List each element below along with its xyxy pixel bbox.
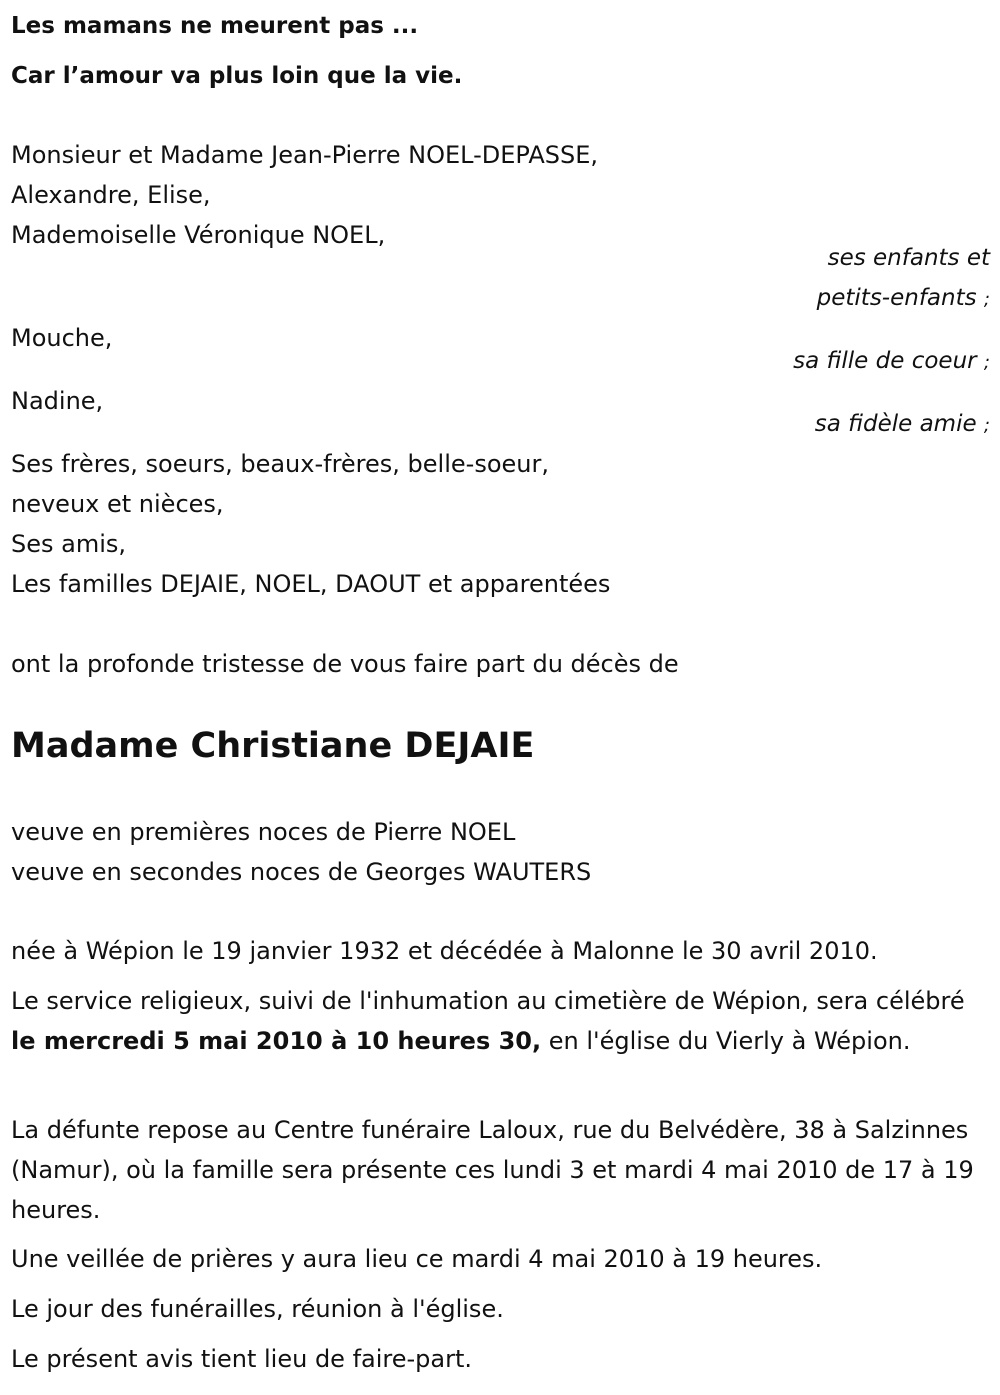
family-line-6: Ses amis, (11, 530, 127, 558)
service-text-before: Le service religieux, suivi de l'inhumation au cimetière de Wépion, sera célébré (11, 987, 965, 1015)
relation-friend-text: sa fidèle amie (814, 411, 977, 437)
service-text-after: en l'église du Vierly à Wépion. (541, 1027, 911, 1055)
service-date: le mercredi 5 mai 2010 à 10 heures 30, (11, 1027, 542, 1055)
family-line-4: Ses frères, soeurs, beaux-frères, belle-soeur, (11, 450, 549, 478)
family-line-2: Alexandre, Elise, (11, 181, 211, 209)
service-paragraph (11, 981, 990, 1061)
relation-punct: ; (983, 352, 990, 373)
family-line-7: Les familles DEJAIE, NOEL, DAOUT et apparentées (11, 570, 611, 598)
announcement: ont la profonde tristesse de vous faire part du décès de (11, 650, 679, 678)
family-line-1: Monsieur et Madame Jean-Pierre NOEL-DEPASSE, (11, 141, 599, 169)
meeting-line: Le jour des funérailles, réunion à l'église. (11, 1295, 504, 1323)
obituary-notice (11, 0, 990, 1395)
relation-daughter-text: sa fille de coeur (793, 348, 977, 374)
epigraph-line-1: Les mamans ne meurent pas ... (11, 13, 419, 39)
family-nadine: Nadine, (11, 387, 104, 415)
relation-daughter (793, 341, 990, 383)
epigraph-line-2: Car l’amour va plus loin que la vie. (11, 63, 463, 89)
notice-line: Le présent avis tient lieu de faire-part. (11, 1345, 473, 1373)
widow-line-2: veuve en secondes noces de Georges WAUTERS (11, 858, 592, 886)
deceased-name: Madame Christiane DEJAIE (11, 726, 535, 766)
relation-friend (815, 404, 990, 446)
relation-punct: ; (983, 289, 990, 310)
family-line-5: neveux et nièces, (11, 490, 224, 518)
relation-children-text: ses enfants et (827, 245, 990, 271)
family-mouche: Mouche, (11, 324, 113, 352)
family-line-3: Mademoiselle Véronique NOEL, (11, 221, 386, 249)
relation-children (828, 238, 990, 278)
repose-paragraph: La défunte repose au Centre funéraire Laloux, rue du Belvédère, 38 à Salzinnes (Namur), où la famille sera présente ces lundi 3 et mardi 4 mai 2010 de 17 à 19 heures. (11, 1116, 974, 1224)
widow-line-1: veuve en premières noces de Pierre NOEL (11, 818, 516, 846)
vigil-line: Une veillée de prières y aura lieu ce mardi 4 mai 2010 à 19 heures. (11, 1245, 823, 1273)
relation-grandchildren (817, 278, 990, 320)
birth-death: née à Wépion le 19 janvier 1932 et décédée à Malonne le 30 avril 2010. (11, 937, 878, 965)
relation-punct: ; (983, 415, 990, 436)
relation-grandchildren-text: petits-enfants (816, 285, 977, 311)
